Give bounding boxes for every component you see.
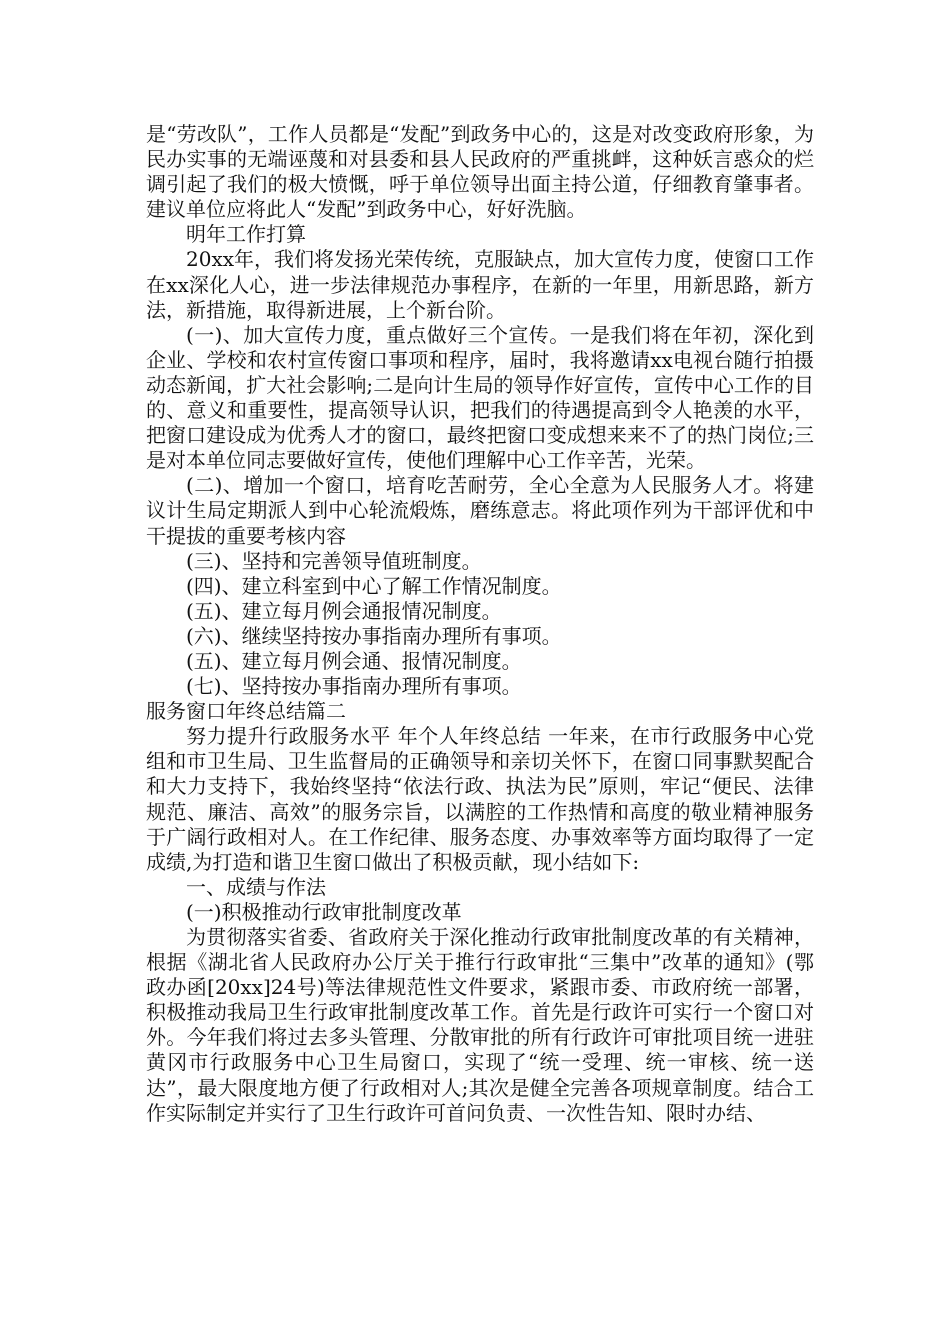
- list-item: (一)、加大宣传力度，重点做好三个宣传。一是我们将在年初，深化到企业、学校和农村宣传窗口事项和程序，届时，我将邀请xx电视台随行拍摄动态新闻，扩大社会影响;二是向计生局的领导作好宣传，宣传中心工作的目的、意义和重要性，提高领导认识，把我们的待遇提高到令人艳羡的水平，把窗口建设成为优秀人才的窗口，最终把窗口变成想来来不了的热门岗位;三是对本单位同志要做好宣传，使他们理解中心工作辛苦，光荣。: [146, 322, 814, 473]
- paragraph: 为贯彻落实省委、省政府关于深化推动行政审批制度改革的有关精神，根据《湖北省人民政府办公厅关于推行行政审批“三集中”改革的通知》(鄂政办函[20xx]24号)等法律规范性文件要求，紧跟市委、市政府统一部署，积极推动我局卫生行政审批制度改革工作。首先是行政许可实行一个窗口对外。今年我们将过去多头管理、分散审批的所有行政许可审批项目统一进驻黄冈市行政服务中心卫生局窗口，实现了“统一受理、统一审核、统一送达”，最大限度地方便了行政相对人;其次是健全完善各项规章制度。结合工作实际制定并实行了卫生行政许可首问负责、一次性告知、限时办结、: [146, 925, 814, 1125]
- paragraph: 是“劳改队”，工作人员都是“发配”到政务中心的，这是对改变政府形象，为民办实事的无端诬蔑和对县委和县人民政府的严重挑衅，这种妖言惑众的烂调引起了我们的极大愤慨，呼于单位领导出面主持公道，仔细教育肇事者。建议单位应将此人“发配”到政务中心，好好洗脑。: [146, 122, 814, 222]
- document-page: [146, 122, 814, 1126]
- list-item: (三)、坚持和完善领导值班制度。: [186, 548, 482, 573]
- paragraph: 20xx年，我们将发扬光荣传统，克服缺点，加大宣传力度，使窗口工作在xx深化人心，进一步法律规范办事程序，在新的一年里，用新思路，新方法，新措施，取得新进展，上个新台阶。: [146, 247, 815, 322]
- section-heading: 明年工作打算: [186, 222, 306, 247]
- list-item: (五)、建立每月例会通、报情况制度。: [186, 648, 522, 673]
- list-item: (二)、增加一个窗口，培育吃苦耐劳，全心全意为人民服务人才。将建议计生局定期派人到中心轮流煅炼，磨练意志。将此项作列为干部评优和中干提拔的重要考核内容: [146, 473, 814, 548]
- section-title: 服务窗口年终总结篇二: [146, 699, 346, 724]
- subsection-heading: (一)积极推动行政审批制度改革: [186, 899, 462, 924]
- list-item: (五)、建立每月例会通报情况制度。: [186, 598, 502, 623]
- list-item: (四)、建立科室到中心了解工作情况制度。: [186, 573, 562, 598]
- list-item: (六)、继续坚持按办事指南办理所有事项。: [186, 623, 562, 648]
- section-heading: 一、成绩与作法: [186, 874, 326, 899]
- list-item: (七)、坚持按办事指南办理所有事项。: [186, 674, 522, 699]
- paragraph: 努力提升行政服务水平 年个人年终总结 一年来，在市行政服务中心党组和市卫生局、卫生监督局的正确领导和亲切关怀下，在窗口同事默契配合和大力支持下，我始终坚持“依法行政、执法为民”原则，牢记“便民、法律规范、廉洁、高效”的服务宗旨，以满腔的工作热情和高度的敬业精神服务于广阔行政相对人。在工作纪律、服务态度、办事效率等方面均取得了一定成绩,为打造和谐卫生窗口做出了积极贡献，现小结如下:: [146, 724, 814, 874]
